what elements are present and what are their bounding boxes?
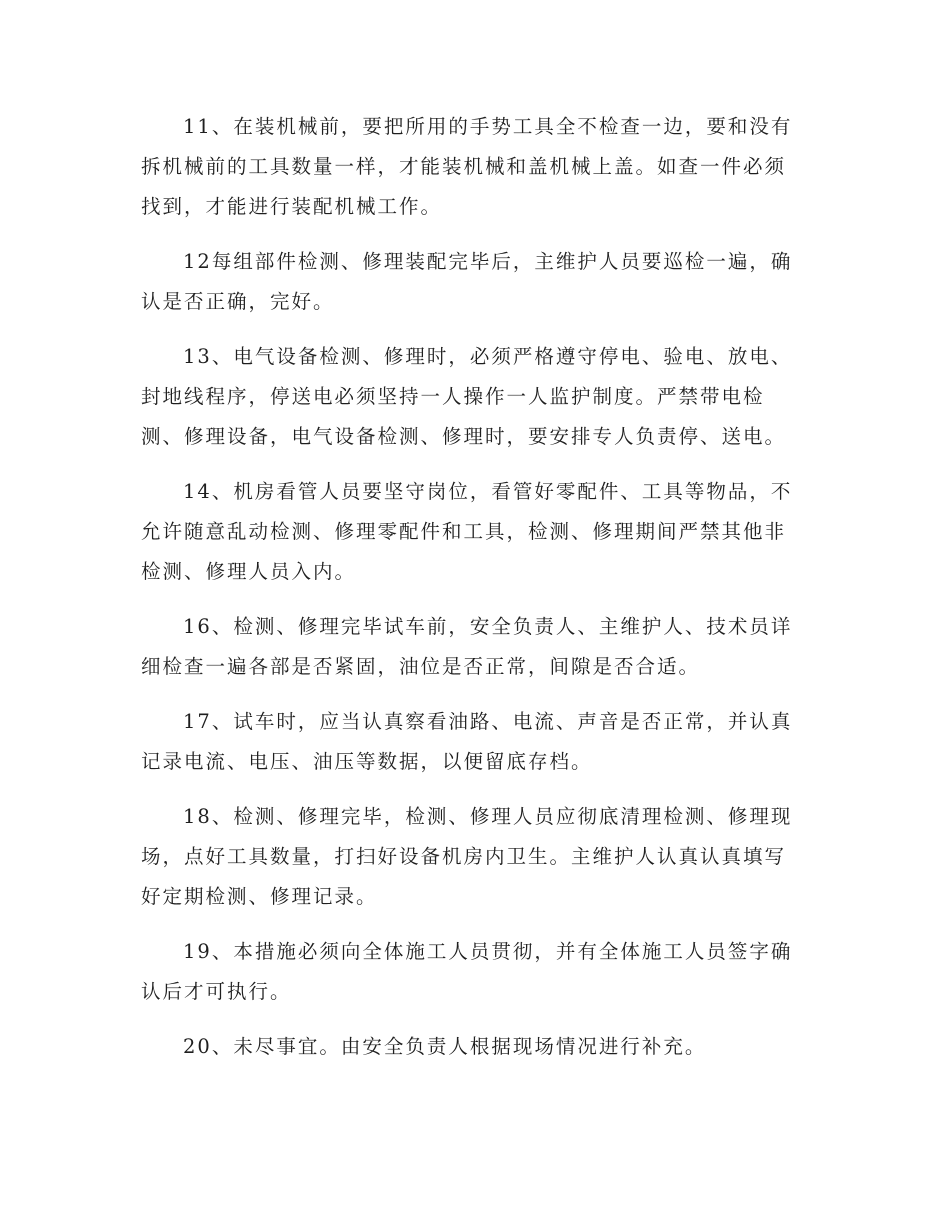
paragraph-20: [141, 1027, 809, 1067]
paragraph-16: [141, 607, 809, 687]
text-line: 封地线程序，停送电必须坚持一人操作一人监护制度。严禁带电检: [141, 385, 765, 408]
paragraph-11: [141, 107, 809, 227]
text-line: 检测、修理人员入内。: [141, 560, 357, 583]
document-body: [141, 107, 809, 1082]
text-line: 场，点好工具数量，打扫好设备机房内卫生。主维护人认真认真填写: [141, 845, 787, 868]
text-line: 19、本措施必须向全体施工人员贯彻，并有全体施工人员签字确: [183, 940, 793, 963]
paragraph-14: [141, 472, 809, 592]
text-line: 13、电气设备检测、修理时，必须严格遵守停电、验电、放电、: [183, 345, 793, 368]
text-line: 16、检测、修理完毕试车前，安全负责人、主维护人、技术员详: [183, 615, 793, 638]
text-line: 认是否正确，完好。: [141, 290, 335, 313]
paragraph-19: [141, 932, 809, 1012]
text-line: 找到，才能进行装配机械工作。: [141, 195, 443, 218]
text-line: 11、在装机械前，要把所用的手势工具全不检查一边，要和没有: [183, 115, 793, 138]
text-line: 14、机房看管人员要坚守岗位，看管好零配件、工具等物品，不: [183, 480, 793, 503]
text-line: 记录电流、电压、油压等数据，以便留底存档。: [141, 750, 593, 773]
text-line: 细检查一遍各部是否紧固，油位是否正常，间隙是否合适。: [141, 655, 701, 678]
text-line: 20、未尽事宜。由安全负责人根据现场情况进行补充。: [183, 1035, 707, 1058]
text-line: 允许随意乱动检测、修理零配件和工具，检测、修理期间严禁其他非: [141, 520, 787, 543]
text-line: 测、修理设备，电气设备检测、修理时，要安排专人负责停、送电。: [141, 425, 787, 448]
paragraph-12: [141, 242, 809, 322]
text-line: 17、试车时，应当认真察看油路、电流、声音是否正常，并认真: [183, 710, 793, 733]
paragraph-18: [141, 797, 809, 917]
text-line: 拆机械前的工具数量一样，才能装机械和盖机械上盖。如查一件必须: [141, 155, 787, 178]
paragraph-13: [141, 337, 809, 457]
text-line: 18、检测、修理完毕，检测、修理人员应彻底清理检测、修理现: [183, 805, 793, 828]
text-line: 认后才可执行。: [141, 980, 292, 1003]
paragraph-17: [141, 702, 809, 782]
text-line: 12每组部件检测、修理装配完毕后，主维护人员要巡检一遍，确: [183, 250, 793, 273]
text-line: 好定期检测、修理记录。: [141, 885, 378, 908]
